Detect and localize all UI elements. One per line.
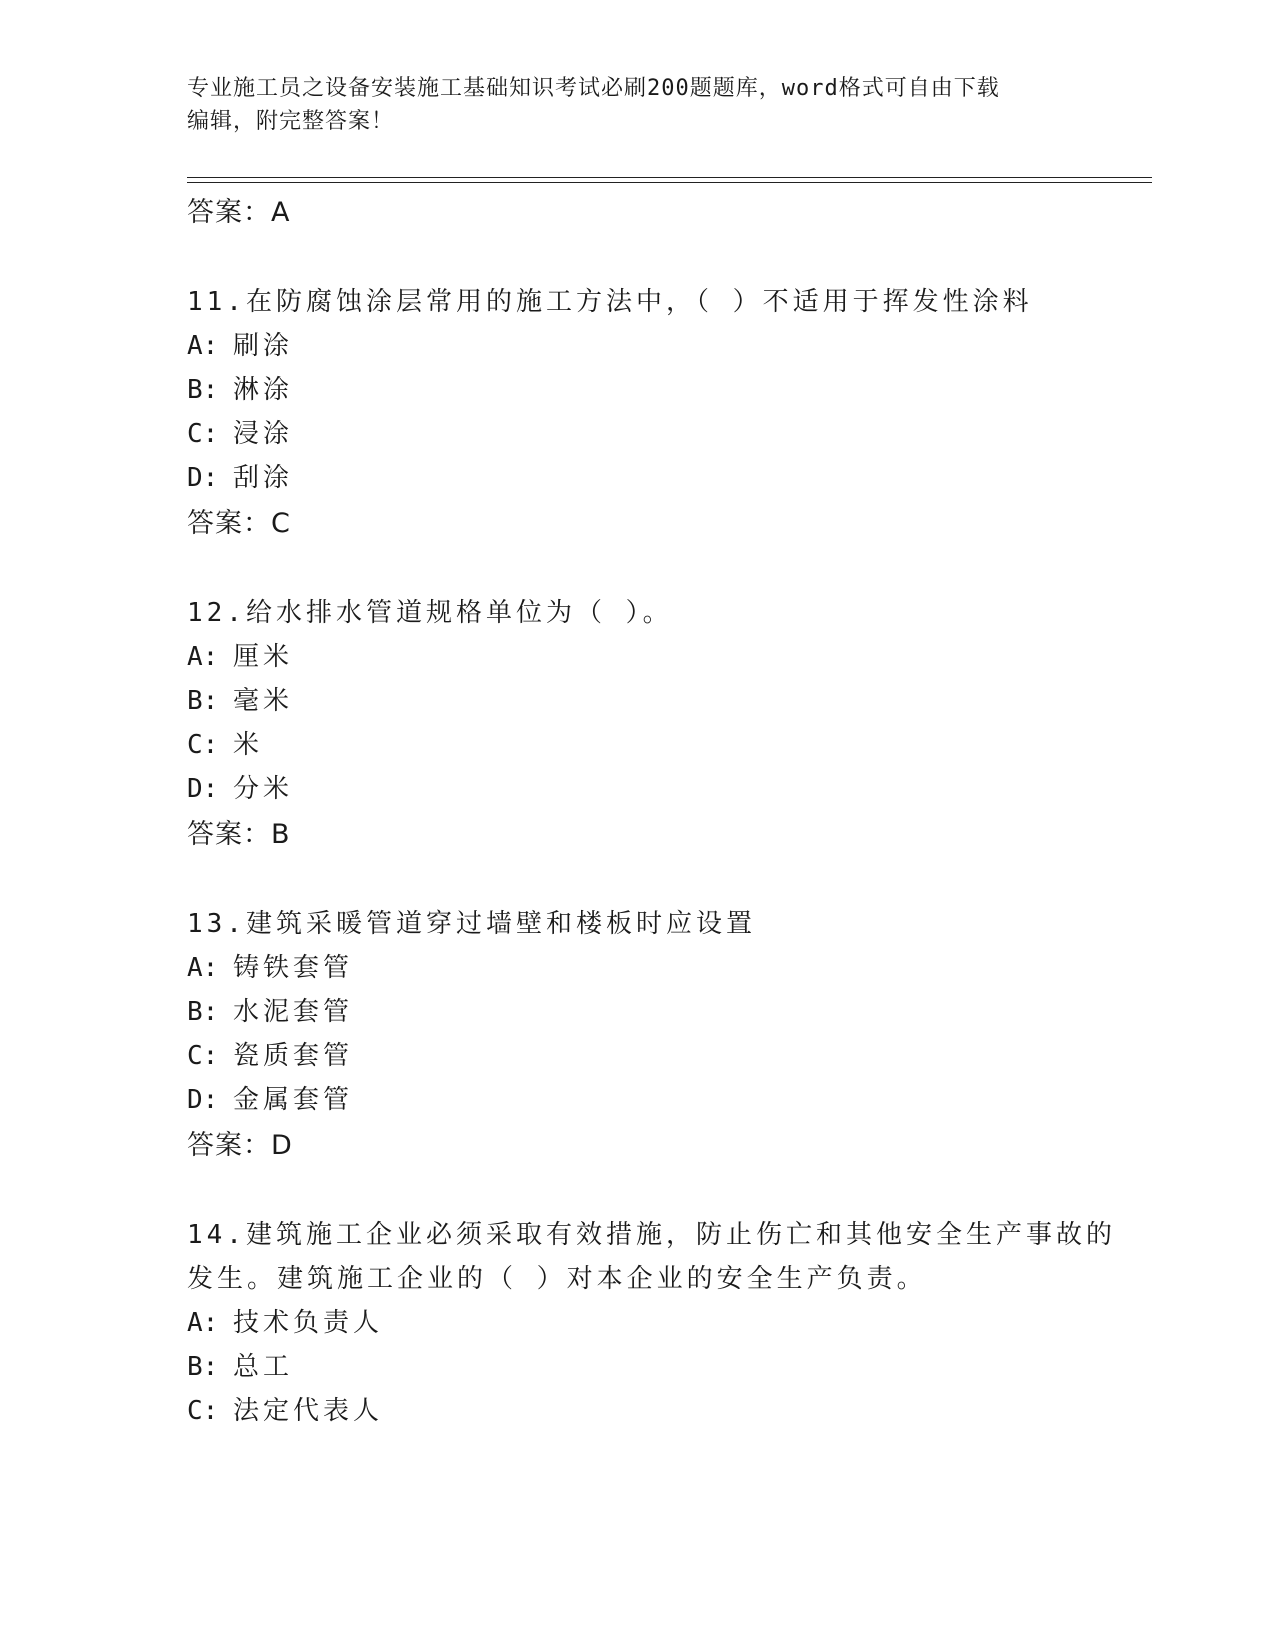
question-11-option-b xyxy=(187,369,293,406)
option-key: D: xyxy=(187,1085,219,1115)
option-text: 厘米 xyxy=(233,642,294,672)
header-divider-bottom xyxy=(187,182,1152,183)
question-12-option-a xyxy=(187,636,293,673)
question-11-option-c xyxy=(187,413,293,450)
question-14-stem-line-1: 14.建筑施工企业必须采取有效措施，防止伤亡和其他安全生产事故的 xyxy=(187,1220,1116,1250)
option-key: D: xyxy=(187,463,219,493)
option-text: 水泥套管 xyxy=(233,997,354,1027)
question-13-option-c xyxy=(187,1035,353,1072)
option-key: A: xyxy=(187,1308,219,1338)
option-key: C: xyxy=(187,1041,219,1071)
question-11-stem: 11.在防腐蚀涂层常用的施工方法中，（ ）不适用于挥发性涂料 xyxy=(187,287,1033,317)
question-11-option-d xyxy=(187,457,293,494)
option-key: D: xyxy=(187,774,219,804)
header-divider-top xyxy=(187,177,1152,178)
option-text: 法定代表人 xyxy=(233,1396,384,1426)
question-14-stem-line-2: 发生。建筑施工企业的（ ）对本企业的安全生产负责。 xyxy=(187,1264,927,1294)
option-key: A: xyxy=(187,642,219,672)
question-11-answer: 答案：C xyxy=(187,508,291,539)
option-key: B: xyxy=(187,997,219,1027)
option-text: 浸涂 xyxy=(233,419,294,449)
option-key: B: xyxy=(187,686,219,716)
question-13-stem: 13.建筑采暖管道穿过墙壁和楼板时应设置 xyxy=(187,909,756,939)
question-12-stem: 12.给水排水管道规格单位为（ ）。 xyxy=(187,598,673,628)
option-key: A: xyxy=(187,331,219,361)
option-key: A: xyxy=(187,953,219,983)
option-key: B: xyxy=(187,1352,219,1382)
question-13-option-d xyxy=(187,1079,353,1116)
option-text: 刮涂 xyxy=(233,463,294,493)
question-12-option-c xyxy=(187,724,263,761)
header-line-2: 编辑，附完整答案！ xyxy=(187,109,395,134)
question-14-option-b xyxy=(187,1346,293,1383)
option-text: 分米 xyxy=(233,774,294,804)
option-key: C: xyxy=(187,419,219,449)
answer-prev: 答案：A xyxy=(187,197,291,228)
option-text: 总工 xyxy=(233,1352,294,1382)
option-text: 瓷质套管 xyxy=(233,1041,354,1071)
question-11-option-a xyxy=(187,325,293,362)
option-text: 铸铁套管 xyxy=(233,953,354,983)
option-key: C: xyxy=(187,1396,219,1426)
question-12-answer: 答案：B xyxy=(187,819,291,850)
option-text: 淋涂 xyxy=(233,375,294,405)
question-14-option-a xyxy=(187,1302,383,1339)
question-13-answer: 答案：D xyxy=(187,1130,293,1161)
question-13-option-a xyxy=(187,947,353,984)
option-text: 刷涂 xyxy=(233,331,294,361)
option-key: C: xyxy=(187,730,219,760)
header-line-1: 专业施工员之设备安装施工基础知识考试必刷200题题库，word格式可自由下载 xyxy=(187,76,1000,101)
option-text: 技术负责人 xyxy=(233,1308,384,1338)
document-header xyxy=(187,72,1087,138)
question-12-option-d xyxy=(187,768,293,805)
option-key: B: xyxy=(187,375,219,405)
question-13-option-b xyxy=(187,991,353,1028)
option-text: 米 xyxy=(233,730,264,760)
option-text: 毫米 xyxy=(233,686,294,716)
option-text: 金属套管 xyxy=(233,1085,354,1115)
question-12-option-b xyxy=(187,680,293,717)
question-14-option-c xyxy=(187,1390,383,1427)
